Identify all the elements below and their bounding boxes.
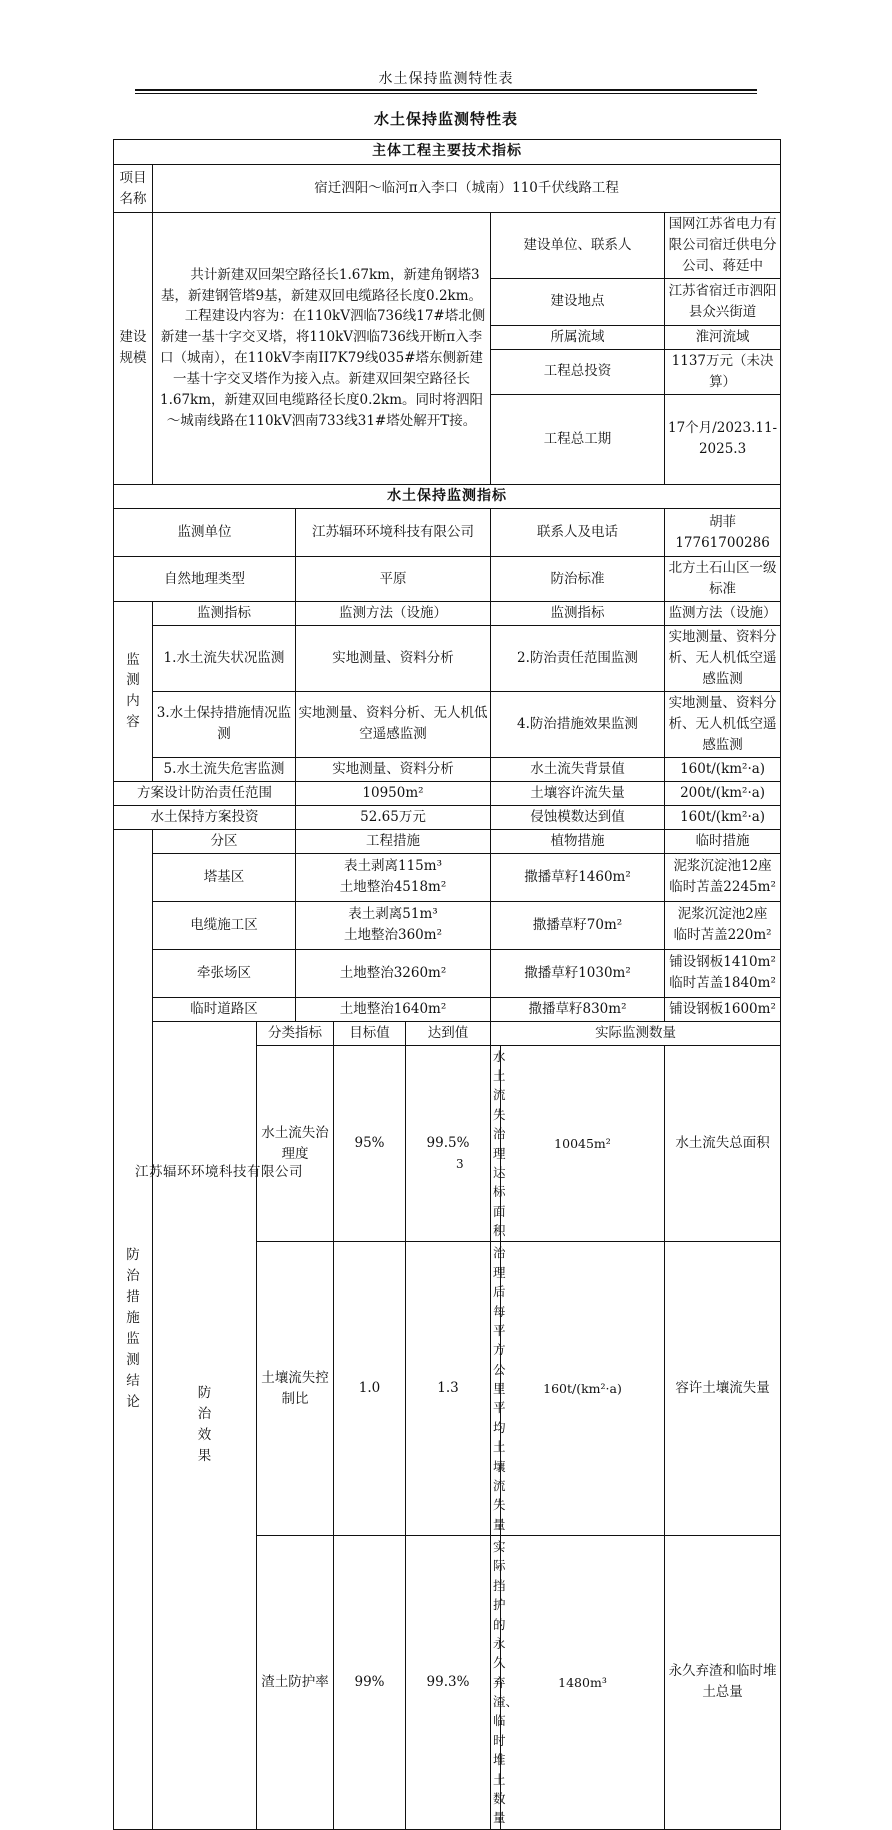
zone-temporary-line: 临时苫盖220m² [673,927,772,944]
basin-label: 所属流域 [491,325,665,349]
effect-detail1-value: 160t/(km²·a) [501,1242,665,1536]
zone-plant: 撒播草籽70m² [491,901,665,949]
col-method-a: 监测方法（设施） [296,602,491,626]
zone-engineering-line: 土地整治4518m² [339,879,447,896]
measures-conclusion-label [114,829,153,1829]
zone-engineering-line: 土地整治360m² [344,927,442,944]
running-header: 水土保持监测特性表 [378,71,514,87]
zone-temporary: 铺设钢板1600m² [665,997,781,1021]
zone-temporary-line: 泥浆沉淀池12座 [673,858,772,875]
zone-temporary-line: 铺设钢板1410m² [669,954,776,971]
effect-achieved: 1.3 [406,1242,491,1536]
zone-plant: 撒播草籽1030m² [491,949,665,997]
zone-engineering-line: 表土剥离51m³ [348,906,438,923]
period-value: 17个月/2023.11-2025.3 [665,394,781,484]
zone-name: 电缆施工区 [153,901,296,949]
geo-type-label: 自然地理类型 [114,557,296,602]
project-name-value: 宿迁泗阳～临河π入李口（城南）110千伏线路工程 [153,165,781,213]
investment-value: 1137万元（未决算） [665,349,781,394]
location-label: 建设地点 [491,278,665,325]
section-monitoring-heading: 水土保持监测指标 [114,484,781,509]
zone-engineering: 土地整治3260m² [296,949,491,997]
indicator-1: 1.水土流失状况监测 [153,626,296,692]
erosion-modulus-value: 160t/(km²·a) [665,805,781,829]
scale-label [114,213,153,485]
footer-company: 江苏辐环环境科技有限公司 [135,1164,303,1180]
design-scope-label: 方案设计防治责任范围 [114,781,296,805]
plan-investment-value: 52.65万元 [296,805,491,829]
zone-name: 塔基区 [153,853,296,901]
col-indicator-a: 监测指标 [153,602,296,626]
scale-paragraph-2: 工程建设内容为：在110kV泗临736线17#塔北侧新建一基十字交叉塔，将110kV泗临736线开断π入李口（城南），在110kV李南II7K79线035#塔东侧新建一基十字交叉塔作为接入点。新建双回架空路径长1.67km，新建双回电缆路径长度0.2km。同时将泗阳～城南线路在110kV泗南733线31#塔处解开T接。 [159,308,486,430]
effect-label [153,1021,257,1829]
zone-plant: 撒播草籽830m² [491,997,665,1021]
monitoring-characteristics-table [113,139,781,1830]
allowable-loss-value: 200t/(km²·a) [665,781,781,805]
plan-investment-label: 水土保持方案投资 [114,805,296,829]
col-zone: 分区 [153,829,296,853]
monitor-unit-label: 监测单位 [114,509,296,557]
scale-description [153,213,491,485]
builder-label: 建设单位、联系人 [491,213,665,279]
monitor-unit-value: 江苏辐环环境科技有限公司 [296,509,491,557]
effect-detail1-label: 水土流失治理达标面积 [491,1045,501,1242]
header-rule-thick [135,89,757,91]
indicator-3: 3.水土保持措施情况监测 [153,691,296,757]
effect-detail2-label: 永久弃渣和临时堆土总量 [665,1536,781,1830]
zone-temporary [665,901,781,949]
contact-value: 胡菲 17761700286 [665,509,781,557]
effect-achieved: 99.5% [406,1045,491,1242]
period-label: 工程总工期 [491,394,665,484]
zone-name: 临时道路区 [153,997,296,1021]
zone-temporary-line: 临时苫盖2245m² [669,879,776,896]
investment-label: 工程总投资 [491,349,665,394]
method-3: 实地测量、资料分析、无人机低空遥感监测 [296,691,491,757]
monitoring-content-label [114,602,153,782]
effect-detail2-label: 容许土壤流失量 [665,1242,781,1536]
effect-target: 95% [334,1045,406,1242]
effect-target: 1.0 [334,1242,406,1536]
effect-detail1-value: 1480m³ [501,1536,665,1830]
indicator-2: 2.防治责任范围监测 [491,626,665,692]
effect-detail1-value: 10045m² [501,1045,665,1242]
col-indicator-b: 监测指标 [491,602,665,626]
allowable-loss-label: 土壤容许流失量 [491,781,665,805]
scale-paragraph-1: 共计新建双回架空路径长1.67km，新建角钢塔3基，新建钢管塔9基，新建双回电缆路径长度0.2km。 [160,266,483,304]
col-plant: 植物措施 [491,829,665,853]
effect-name: 土壤流失控制比 [257,1242,334,1536]
effect-name: 渣土防护率 [257,1536,334,1830]
effect-target: 99% [334,1536,406,1830]
geo-type-value: 平原 [296,557,491,602]
zone-plant: 撒播草籽1460m² [491,853,665,901]
col-engineering: 工程措施 [296,829,491,853]
zone-name: 牵张场区 [153,949,296,997]
effect-detail1-label: 实际挡护的永久弃渣、临时堆土数量 [491,1536,501,1830]
method-1: 实地测量、资料分析 [296,626,491,692]
col-actual: 实际监测数量 [491,1021,781,1045]
zone-temporary [665,949,781,997]
method-5: 实地测量、资料分析 [296,757,491,781]
zone-engineering: 土地整治1640m² [296,997,491,1021]
indicator-5: 5.水土流失危害监测 [153,757,296,781]
project-name-label: 项目名称 [114,165,153,213]
method-2: 实地测量、资料分析、无人机低空遥感监测 [665,626,781,692]
col-method-b: 监测方法（设施） [665,602,781,626]
background-label: 水土流失背景值 [491,757,665,781]
col-temporary: 临时措施 [665,829,781,853]
design-scope-value: 10950m² [296,781,491,805]
effect-detail2-label: 水土流失总面积 [665,1045,781,1242]
effect-detail1-label: 治理后每平方公里平均土壤流失量 [491,1242,501,1536]
document-title: 水土保持监测特性表 [373,110,518,128]
header-rule-thin [135,93,757,94]
location-value: 江苏省宿迁市泗阳县众兴街道 [665,278,781,325]
method-4: 实地测量、资料分析、无人机低空遥感监测 [665,691,781,757]
effect-name: 水土流失治理度 [257,1045,334,1242]
standard-label: 防治标准 [491,557,665,602]
monitoring-content-label-text: 监测内容 [126,651,140,731]
standard-value: 北方土石山区一级标准 [665,557,781,602]
zone-temporary [665,853,781,901]
zone-engineering [296,901,491,949]
zone-engineering [296,853,491,901]
section-main-project-heading: 主体工程主要技术指标 [114,140,781,165]
col-target: 目标值 [334,1021,406,1045]
page-number: 3 [456,1157,464,1171]
effect-achieved: 99.3% [406,1536,491,1830]
basin-value: 淮河流域 [665,325,781,349]
zone-temporary-line: 临时苫盖1840m² [669,975,776,992]
scale-label-text: 建设规模 [119,329,147,367]
builder-value: 国网江苏省电力有限公司宿迁供电分公司、蒋廷中 [665,213,781,279]
measures-conclusion-label-text: 防治措施监测结论 [126,1247,140,1410]
zone-temporary-line: 泥浆沉淀池2座 [677,906,768,923]
background-value: 160t/(km²·a) [665,757,781,781]
effect-label-text: 防治效果 [197,1385,212,1465]
erosion-modulus-label: 侵蚀模数达到值 [491,805,665,829]
zone-engineering-line: 表土剥离115m³ [344,858,442,875]
col-achieved: 达到值 [406,1021,491,1045]
col-category: 分类指标 [257,1021,334,1045]
indicator-4: 4.防治措施效果监测 [491,691,665,757]
contact-label: 联系人及电话 [491,509,665,557]
